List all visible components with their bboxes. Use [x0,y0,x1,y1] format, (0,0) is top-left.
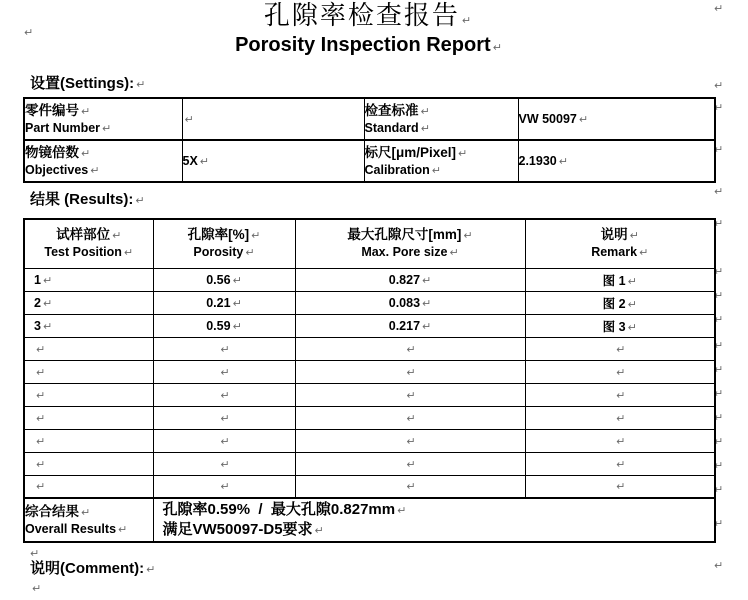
paragraph-mark: ↵ [118,522,128,536]
header-position-en [25,244,153,261]
paragraph-mark: ↵ [422,273,432,287]
results-header-row [24,219,715,268]
paragraph-mark: ↵ [36,434,46,448]
position-cell [24,360,153,383]
position-cell [24,291,153,314]
paragraph-mark: ↵ [714,185,724,198]
remark-value: 图 2 [602,296,626,311]
results-row-empty [24,360,715,383]
paragraph-mark: ↵ [449,246,459,260]
paragraph-mark: ↵ [714,143,724,156]
paragraph-mark: ↵ [30,547,40,560]
porosity-cell [153,360,295,383]
overall-results-row [24,498,715,542]
paragraph-mark: ↵ [245,246,255,260]
paragraph-mark: ↵ [36,411,46,425]
calibration-label-en [365,162,518,179]
paragraph-mark: ↵ [406,388,416,402]
paragraph-mark: ↵ [184,113,194,126]
settings-table [23,97,716,183]
paragraph-mark: ↵ [406,457,416,471]
pore-size-cell [295,314,525,337]
paragraph-mark: ↵ [42,296,53,310]
pore-size-value: 0.827 [388,272,421,287]
standard-label-en [365,120,518,137]
paragraph-mark: ↵ [422,296,432,310]
results-table [23,218,716,543]
overall-results-line2 [154,520,715,540]
position-cell [24,406,153,429]
empty-paragraph [23,582,714,594]
report-title-zh-text: 孔隙率检查报告 [263,1,460,31]
position-cell [24,383,153,406]
header-porosity-zh [154,226,295,244]
pore-size-cell [295,360,525,383]
porosity-value: 0.56 [206,272,231,287]
paragraph-mark: ↵ [232,296,242,310]
paragraph-mark: ↵ [90,163,100,177]
position-value: 2 [34,295,41,310]
header-porosity-en [154,244,295,261]
standard-label-en-text: Standard [364,120,419,135]
paragraph-mark: ↵ [220,342,230,356]
calibration-label-cell [364,140,518,182]
paragraph-mark: ↵ [714,265,724,278]
paragraph-mark: ↵ [24,26,34,39]
empty-paragraph [23,547,714,559]
standard-label-zh-text: 检查标准 [364,102,419,118]
settings-row-objectives [24,140,715,182]
porosity-cell [153,337,295,360]
paragraph-mark: ↵ [406,365,416,379]
paragraph-mark: ↵ [616,365,626,379]
paragraph-mark: ↵ [112,229,122,243]
settings-heading-text: 设置(Settings): [30,75,135,92]
paragraph-mark: ↵ [232,319,242,333]
results-row-empty [24,475,715,498]
paragraph-mark: ↵ [81,104,91,118]
paragraph-mark: ↵ [714,517,724,530]
results-heading-text: 结果 (Results): [30,191,134,208]
header-position-zh [25,226,153,244]
remark-cell [525,314,715,337]
porosity-value: 0.59 [206,318,231,333]
paragraph-mark: ↵ [616,342,626,356]
objectives-label-en-text: Objectives [25,162,89,177]
results-row-empty [24,337,715,360]
objectives-label-cell [24,140,182,182]
paragraph-mark: ↵ [627,274,637,288]
pore-size-cell [295,337,525,360]
results-row-2 [24,291,715,314]
paragraph-mark: ↵ [714,101,724,114]
paragraph-mark: ↵ [36,342,46,356]
paragraph-mark: ↵ [102,121,112,135]
paragraph-mark: ↵ [714,411,724,424]
header-remark-zh-text: 说明 [600,227,628,243]
overall-results-label-en-text: Overall Results [25,521,117,536]
overall-results-value-cell [153,498,715,542]
report-title-zh [23,1,714,32]
standard-value-cell [518,98,715,140]
porosity-value: 0.21 [206,295,231,310]
paragraph-mark: ↵ [558,155,568,168]
porosity-cell [153,268,295,291]
position-cell [24,475,153,498]
calibration-label-en-text: Calibration [364,162,430,177]
paragraph-mark: ↵ [714,217,724,230]
paragraph-mark: ↵ [251,229,261,243]
paragraph-mark: ↵ [135,194,145,207]
part-number-label-zh-text: 零件编号 [25,102,79,118]
paragraph-mark: ↵ [714,2,724,15]
objectives-label-zh [25,144,182,162]
results-header-porosity [153,219,295,268]
header-position-zh-text: 试样部位 [56,227,111,243]
position-cell [24,268,153,291]
standard-value: VW 50097 [518,112,577,126]
pore-size-cell [295,452,525,475]
pore-size-cell [295,291,525,314]
paragraph-mark: ↵ [714,313,724,326]
paragraph-mark: ↵ [406,480,416,494]
paragraph-mark: ↵ [714,289,724,302]
paragraph-mark: ↵ [397,504,407,517]
paragraph-mark: ↵ [406,411,416,425]
results-row-empty [24,406,715,429]
header-porosity-zh-text: 孔隙率[%] [187,227,250,243]
paragraph-mark: ↵ [714,363,724,376]
remark-value: 图 1 [602,273,626,288]
overall-results-label-zh-text: 综合结果 [25,503,79,519]
results-row-empty [24,383,715,406]
header-pore-size-en [296,244,525,261]
header-pore-size-zh-text: 最大孔隙尺寸[mm] [347,227,462,243]
paragraph-mark: ↵ [714,435,724,448]
paragraph-mark: ↵ [616,434,626,448]
position-cell [24,452,153,475]
report-title-en [23,32,714,59]
paragraph-mark: ↵ [36,388,46,402]
calibration-label-zh-text: 标尺[μm/Pixel] [364,144,457,160]
overall-results-line1 [154,500,715,520]
settings-heading [23,73,714,95]
header-remark-en-text: Remark [591,245,638,260]
calibration-label-zh [365,144,518,162]
paragraph-mark: ↵ [461,14,474,27]
paragraph-mark: ↵ [431,163,442,177]
paragraph-mark: ↵ [714,339,724,352]
settings-row-part-number [24,98,715,140]
results-header-pore-size [295,219,525,268]
objectives-value-cell [182,140,364,182]
overall-results-line2-text: 满足VW50097-D5要求 [162,521,313,538]
paragraph-mark: ↵ [220,411,230,425]
paragraph-mark: ↵ [220,365,230,379]
porosity-cell [153,314,295,337]
pore-size-cell [295,383,525,406]
paragraph-mark: ↵ [136,78,146,91]
header-porosity-en-text: Porosity [193,245,244,260]
objectives-label-en [25,162,182,179]
paragraph-mark: ↵ [492,41,502,54]
results-header-position [24,219,153,268]
calibration-value-cell [518,140,715,182]
porosity-cell [153,475,295,498]
paragraph-mark: ↵ [36,480,46,494]
remark-cell [525,268,715,291]
standard-label-cell [364,98,518,140]
part-number-label-cell [24,98,182,140]
header-pore-size-zh [296,226,525,244]
header-remark-en [526,244,715,261]
position-cell [24,314,153,337]
paragraph-mark: ↵ [420,104,430,118]
header-position-en-text: Test Position [44,245,122,260]
paragraph-mark: ↵ [714,459,724,472]
paragraph-mark: ↵ [81,505,91,519]
overall-results-line1-text: 孔隙率0.59% / 最大孔隙0.827mm [162,501,396,518]
paragraph-mark: ↵ [420,121,430,135]
paragraph-mark: ↵ [36,365,46,379]
pore-size-cell [295,268,525,291]
paragraph-mark: ↵ [314,524,324,537]
porosity-cell [153,452,295,475]
paragraph-mark: ↵ [639,246,649,260]
remark-value: 图 3 [602,319,626,334]
part-number-value-cell [182,98,364,140]
position-value: 1 [34,272,41,287]
paragraph-mark: ↵ [714,79,724,92]
overall-results-label-en [25,521,153,538]
comment-heading [23,559,714,579]
results-row-3 [24,314,715,337]
paragraph-mark: ↵ [616,480,626,494]
paragraph-mark: ↵ [616,411,626,425]
pore-size-value: 0.217 [388,318,421,333]
paragraph-mark: ↵ [32,582,42,595]
paragraph-mark: ↵ [627,297,637,311]
paragraph-mark: ↵ [220,457,230,471]
header-pore-size-en-text: Max. Pore size [361,245,448,260]
remark-cell [525,337,715,360]
pore-size-cell [295,429,525,452]
paragraph-mark: ↵ [463,229,473,243]
paragraph-mark: ↵ [81,146,91,160]
calibration-value: 2.1930 [518,154,557,168]
remark-cell [525,452,715,475]
porosity-cell [153,291,295,314]
results-header-remark [525,219,715,268]
paragraph-mark: ↵ [458,146,468,160]
paragraph-mark: ↵ [42,319,53,333]
pore-size-cell [295,475,525,498]
objectives-label-zh-text: 物镜倍数 [25,144,79,160]
paragraph-mark: ↵ [627,320,637,334]
remark-cell [525,475,715,498]
paragraph-mark: ↵ [232,273,242,287]
part-number-label-en [25,120,182,137]
paragraph-mark: ↵ [578,113,589,126]
remark-cell [525,429,715,452]
paragraph-mark: ↵ [629,229,639,243]
results-row-empty [24,429,715,452]
paragraph-mark: ↵ [616,388,626,402]
part-number-label-zh [25,102,182,120]
remark-cell [525,291,715,314]
paragraph-mark: ↵ [220,480,230,494]
remark-cell [525,360,715,383]
standard-label-zh [365,102,518,120]
paragraph-mark: ↵ [616,457,626,471]
overall-results-label-cell [24,498,153,542]
remark-cell [525,383,715,406]
paragraph-mark: ↵ [406,434,416,448]
position-cell [24,337,153,360]
pore-size-value: 0.083 [388,295,421,310]
paragraph-mark: ↵ [220,388,230,402]
part-number-label-en-text: Part Number [25,120,101,135]
pore-size-cell [295,406,525,429]
paragraph-mark: ↵ [199,155,210,168]
paragraph-mark: ↵ [714,559,724,572]
paragraph-mark: ↵ [406,342,416,356]
position-value: 3 [34,318,41,333]
results-row-1 [24,268,715,291]
position-cell [24,429,153,452]
porosity-cell [153,383,295,406]
remark-cell [525,406,715,429]
overall-results-label-zh [25,503,153,521]
results-row-empty [24,452,715,475]
objectives-value: 5X [182,154,198,168]
report-title-en-text: Porosity Inspection Report [235,34,491,56]
comment-heading-text: 说明(Comment): [30,560,145,577]
paragraph-mark: ↵ [220,434,230,448]
porosity-cell [153,429,295,452]
paragraph-mark: ↵ [42,273,53,287]
paragraph-mark: ↵ [714,483,724,496]
header-remark-zh [526,226,715,244]
results-heading [23,189,714,211]
paragraph-mark: ↵ [146,563,156,576]
porosity-cell [153,406,295,429]
paragraph-mark: ↵ [36,457,46,471]
paragraph-mark: ↵ [422,319,432,333]
paragraph-mark: ↵ [123,246,134,260]
paragraph-mark: ↵ [714,387,724,400]
